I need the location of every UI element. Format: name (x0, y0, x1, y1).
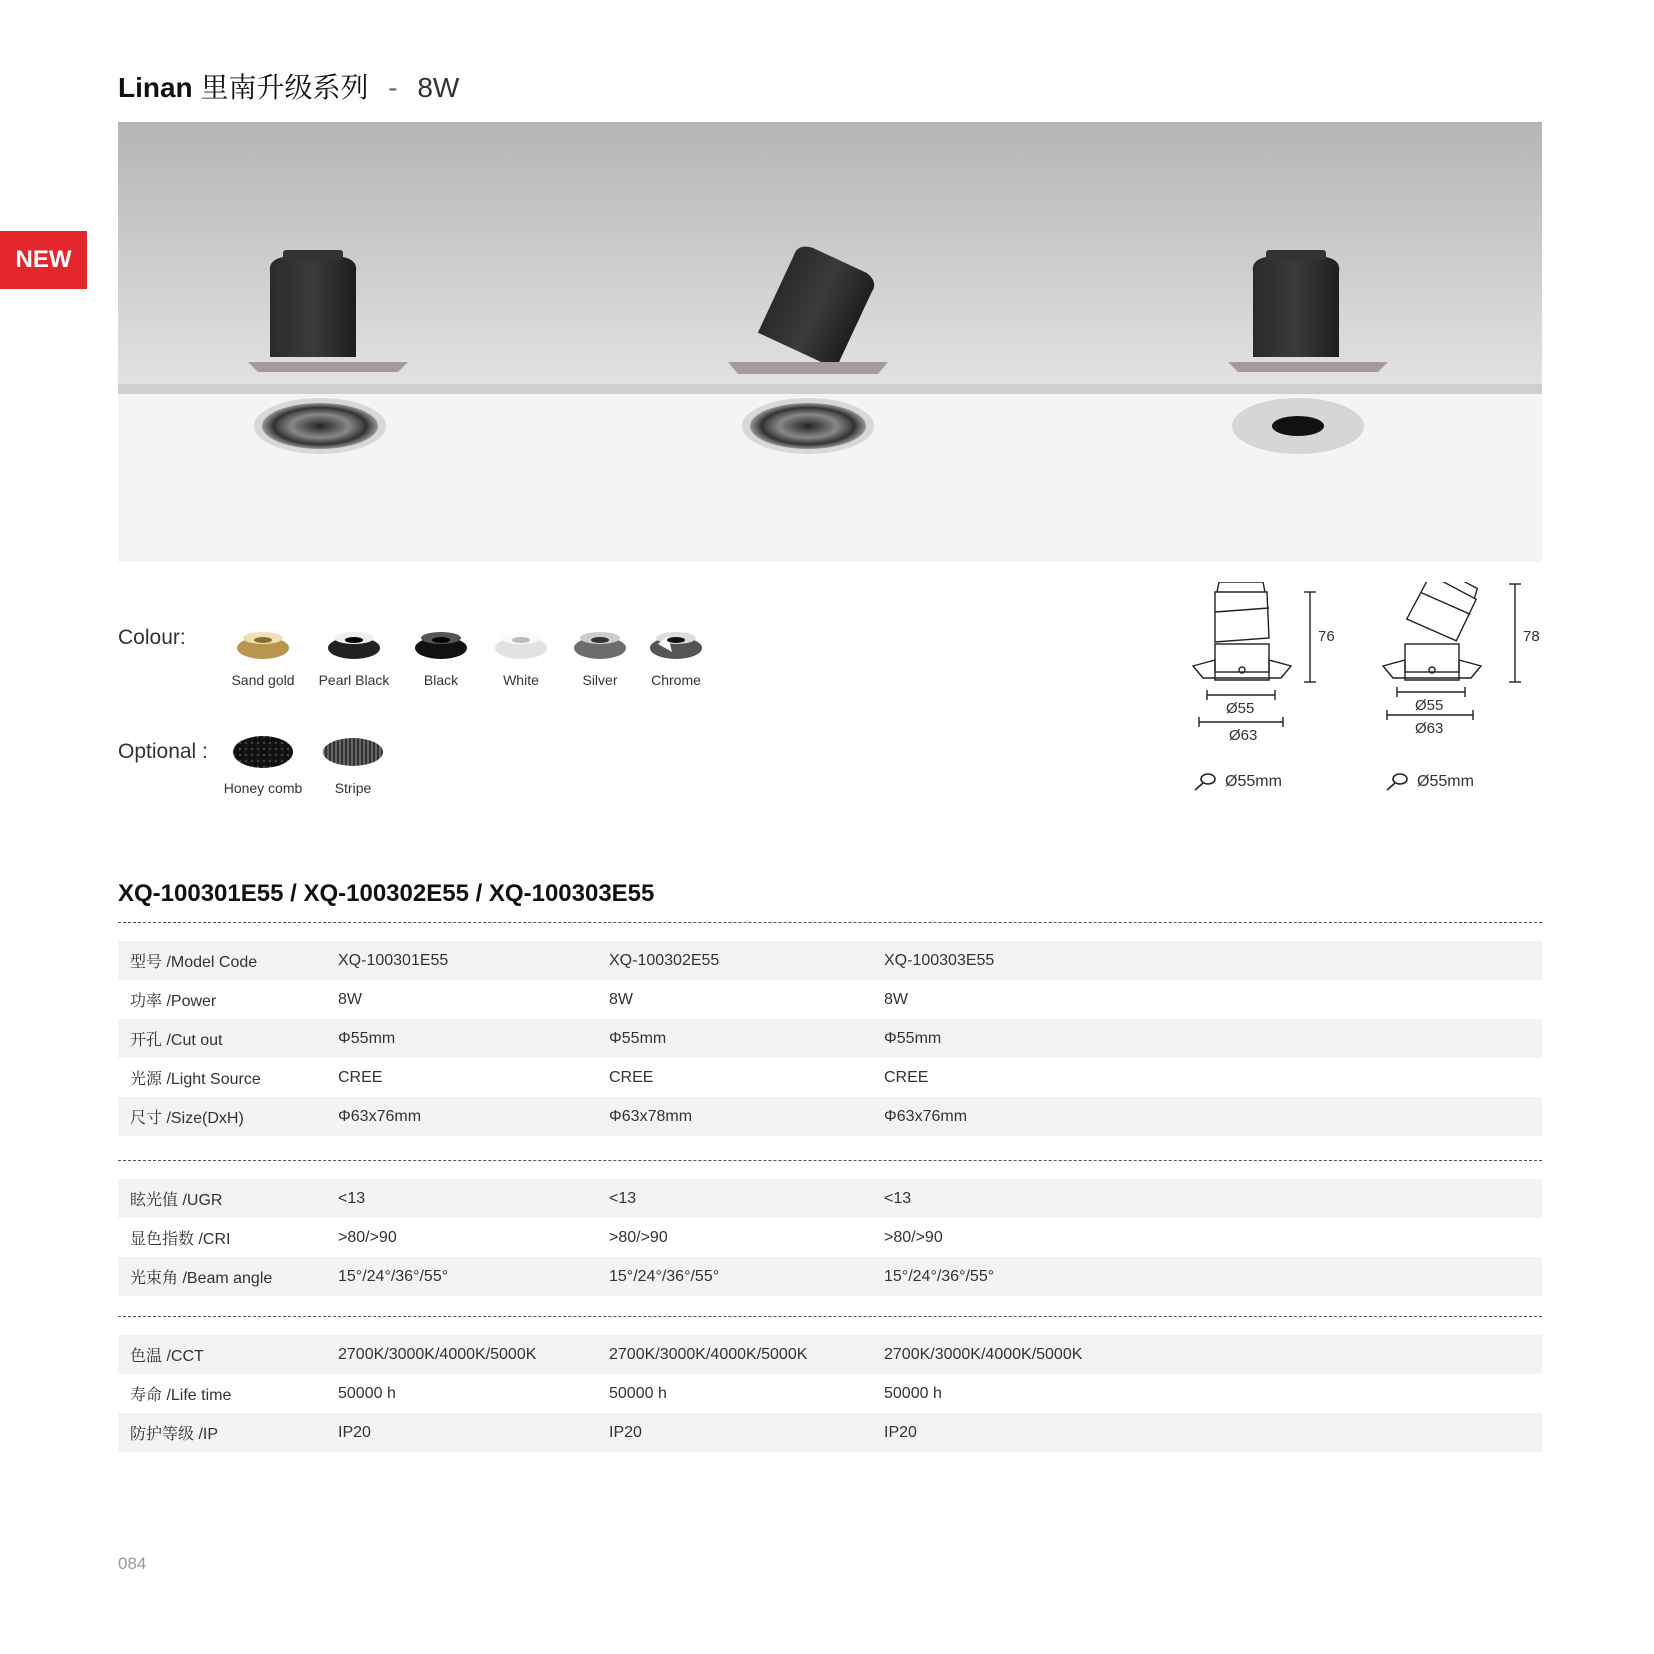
reflector-black-icon (411, 622, 471, 662)
spec-value: Φ55mm (338, 1029, 396, 1047)
spec-label: 光束角 /Beam angle (130, 1270, 273, 1287)
cutout-tool-icon (1385, 772, 1409, 792)
page-title (118, 66, 459, 106)
page-number: 084 (118, 1554, 147, 1573)
stripe-icon (321, 734, 385, 770)
spec-value: Φ55mm (609, 1029, 667, 1047)
spec-value: >80/>90 (884, 1228, 943, 1246)
reflector-chrome-icon (646, 622, 706, 662)
adjustable-fixture-line-drawing (1375, 582, 1535, 732)
title-separator: - (388, 72, 398, 103)
fixed-fixture-line-drawing (1185, 582, 1335, 732)
spec-value: 2700K/3000K/4000K/5000K (884, 1345, 1083, 1363)
cutout-value: Ø55mm (1225, 773, 1282, 790)
spec-row-ugr (118, 1179, 1542, 1218)
colour-name: Chrome (651, 672, 701, 688)
spec-label: 眩光值 /UGR (130, 1192, 223, 1209)
dimension-drawing-fixed (1185, 582, 1335, 792)
inner-diameter: Ø55 (1415, 697, 1444, 714)
spec-value: Φ63x76mm (338, 1107, 422, 1125)
spec-value: 2700K/3000K/4000K/5000K (609, 1345, 808, 1363)
spec-value: 15°/24°/36°/55° (609, 1267, 720, 1285)
spec-value: 2700K/3000K/4000K/5000K (338, 1345, 537, 1363)
series-name: 里南升级系列 (200, 72, 369, 103)
new-badge-label: NEW (15, 246, 72, 273)
colour-swatch-chrome[interactable] (631, 622, 721, 688)
optional-label: Optional : (118, 740, 208, 763)
spec-row-cut-out (118, 1019, 1542, 1058)
colour-label: Colour: (118, 626, 186, 649)
spec-label: 寿命 /Life time (130, 1387, 232, 1404)
colour-swatch-pearl-black[interactable] (309, 622, 399, 688)
spec-value: 15°/24°/36°/55° (338, 1267, 449, 1285)
spec-value: 50000 h (609, 1384, 667, 1402)
reflector-sand-gold-icon (233, 622, 293, 662)
spec-value: Φ55mm (884, 1029, 942, 1047)
cutout-size-2 (1385, 772, 1474, 792)
spec-value: 8W (338, 990, 362, 1008)
spec-label: 显色指数 /CRI (130, 1231, 231, 1248)
spec-label: 型号 /Model Code (130, 954, 258, 971)
height-dimension: 76 (1318, 628, 1335, 645)
wattage: 8W (417, 72, 460, 103)
colour-name: Silver (582, 672, 618, 688)
spec-value: Φ63x76mm (884, 1107, 968, 1125)
spec-row-cct (118, 1335, 1542, 1374)
spec-value: 50000 h (884, 1384, 942, 1402)
models-title: XQ-100301E55 / XQ-100302E55 / XQ-100303E55 (118, 880, 655, 907)
spec-value: IP20 (884, 1423, 917, 1441)
spec-label: 尺寸 /Size(DxH) (130, 1110, 244, 1127)
spec-value: CREE (338, 1068, 383, 1086)
spec-label: 开孔 /Cut out (130, 1032, 223, 1049)
spec-value: IP20 (338, 1423, 371, 1441)
divider (118, 1160, 1542, 1161)
spec-row-life-time (118, 1374, 1542, 1413)
spec-label: 光源 /Light Source (130, 1071, 261, 1088)
spec-value: 8W (609, 990, 633, 1008)
spec-value: 15°/24°/36°/55° (884, 1267, 995, 1285)
reflector-white-icon (491, 622, 551, 662)
optional-honeycomb[interactable] (218, 734, 308, 796)
outer-diameter: Ø63 (1229, 727, 1258, 744)
spec-value: CREE (884, 1068, 929, 1086)
colour-swatch-sand-gold[interactable] (218, 622, 308, 688)
spec-value: Φ63x78mm (609, 1107, 693, 1125)
colour-name: Sand gold (231, 672, 295, 688)
spec-row-power (118, 980, 1542, 1019)
spec-value: 8W (884, 990, 908, 1008)
colour-name: Pearl Black (318, 672, 390, 688)
inner-diameter: Ø55 (1226, 700, 1255, 717)
spec-value: XQ-100301E55 (338, 951, 449, 969)
colour-name: Black (423, 672, 459, 688)
divider (118, 922, 1542, 923)
optional-stripe[interactable] (308, 734, 398, 796)
cutout-size-1 (1193, 772, 1282, 792)
spec-row-light-source (118, 1058, 1542, 1097)
dimension-drawing-adjustable (1375, 582, 1540, 792)
spec-row-cri (118, 1218, 1542, 1257)
brand-name: Linan (118, 72, 193, 103)
spec-value: >80/>90 (609, 1228, 668, 1246)
spec-label: 防护等级 /IP (130, 1426, 219, 1443)
spec-row-ip (118, 1413, 1542, 1452)
spec-value: IP20 (609, 1423, 642, 1441)
outer-diameter: Ø63 (1415, 720, 1444, 737)
reflector-silver-icon (570, 622, 630, 662)
cutout-value: Ø55mm (1417, 773, 1474, 790)
colour-swatch-black[interactable] (396, 622, 486, 688)
spec-value: <13 (884, 1189, 912, 1207)
spec-value: 50000 h (338, 1384, 396, 1402)
spec-value: XQ-100303E55 (884, 951, 995, 969)
spec-value: >80/>90 (338, 1228, 397, 1246)
optional-name: Stripe (334, 780, 372, 796)
cutout-tool-icon (1193, 772, 1217, 792)
spec-label: 功率 /Power (130, 993, 217, 1010)
spec-value: CREE (609, 1068, 654, 1086)
optional-name: Honey comb (223, 780, 303, 796)
spec-row-beam-angle (118, 1257, 1542, 1296)
height-dimension: 78 (1523, 628, 1540, 645)
spec-label: 色温 /CCT (130, 1348, 204, 1365)
spec-row-size (118, 1097, 1542, 1136)
reflector-pearl-black-icon (324, 622, 384, 662)
divider (118, 1316, 1542, 1317)
new-badge (0, 231, 87, 289)
honeycomb-icon (231, 734, 295, 770)
spec-row-model-code (118, 941, 1542, 980)
spec-value: <13 (609, 1189, 637, 1207)
product-hero-image (118, 122, 1542, 562)
colour-swatch-white[interactable] (476, 622, 566, 688)
spec-value: <13 (338, 1189, 366, 1207)
colour-name: White (503, 672, 539, 688)
spec-value: XQ-100302E55 (609, 951, 720, 969)
